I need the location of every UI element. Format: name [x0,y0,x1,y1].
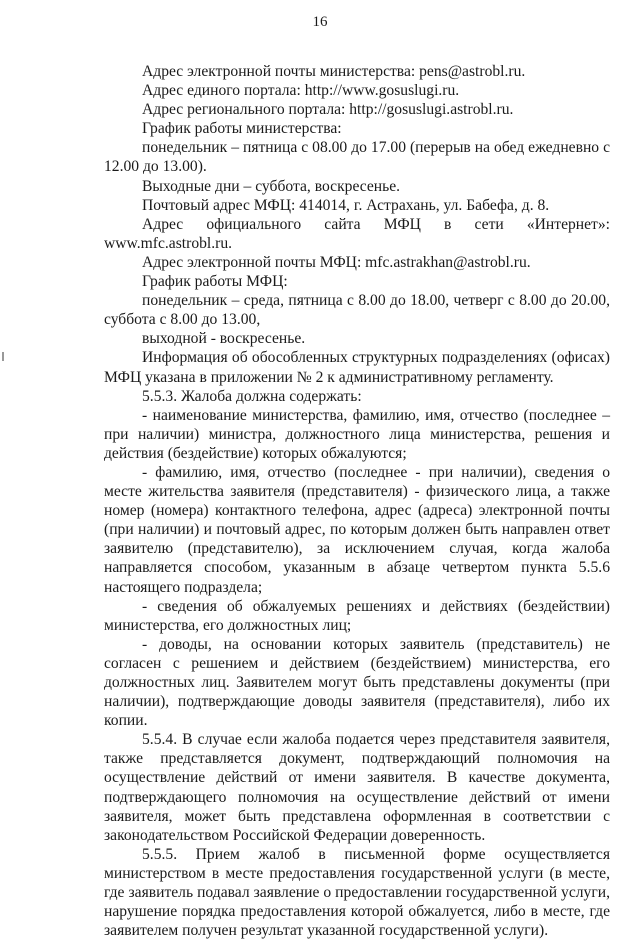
mfc-offices-info: Информация об обособленных структурных подразделениях (офисах) МФЦ указана в приложении № 2 к административному регламенту. [104,349,610,386]
clause-5-5-5: 5.5.5. Прием жалоб в письменной форме осуществляется министерством в месте предоставления государственной услуги (в месте, где заявитель подавал заявление о предоставлении государственной услуги, нарушение порядка предоставления которой обжалуется, либо в месте, где заявителем получен результат указанной государственной услуги). [104,845,610,940]
mfc-postal-address: Почтовый адрес МФЦ: 414014, г. Астрахань, ул. Бабефа, д. 8. [142,196,550,214]
mfc-email: Адрес электронной почты МФЦ: mfc.astrakhan@astrobl.ru. [142,253,531,271]
clause-5-5-4: 5.5.4. В случае если жалоба подается через представителя заявителя, также представляется документ, подтверждающий полномочия на осуществление действий от имени заявителя. В качестве документа, подтверждающего полномочия на осуществление действий от имени заявителя, может быть представлена оформленная в соответствии с законодательством Российской Федерации доверенность. [104,731,610,844]
clause-5-5-3-item-2: - фамилию, имя, отчество (последнее - при наличии), сведения о месте жительства заявителя (представителя) - физического лица, а также номер (номера) контактного телефона, адрес (адреса) электронной почты (при наличии) и почтовый адрес, по которым должен быть направлен ответ заявителю (представителю), за исключением случая, когда жалоба направляется способом, указанным в абзаце четвертом пункта 5.5.6 настоящего подраздела; [104,463,610,596]
clause-5-5-3-item-3: - сведения об обжалуемых решениях и действиях (бездействии) министерства, его должностных лиц; [104,597,610,634]
regional-portal-line: Адрес регионального портала: http://gosuslugi.astrobl.ru. [142,101,514,119]
ministry-schedule-weekdays: понедельник – пятница с 08.00 до 17.00 (перерыв на обед ежедневно с 12.00 до 13.00). [104,139,610,176]
mfc-website: Адрес официального сайта МФЦ в сети «Интернет»: www.mfc.astrobl.ru. [104,215,610,252]
unified-portal-line: Адрес единого портала: http://www.gosuslugi.ru. [142,82,460,100]
clause-5-5-3-heading: 5.5.3. Жалоба должна содержать: [142,387,362,405]
ministry-email-line: Адрес электронной почты министерства: pens@astrobl.ru. [142,63,526,80]
mfc-schedule-heading: График работы МФЦ: [142,273,288,291]
scan-edge-mark [2,352,4,361]
clause-5-5-3-item-4: - доводы, на основании которых заявитель (представитель) не согласен с решением и действием (бездействием) министерства, его должностных лиц. Заявителем могут быть представлены документы (при наличии), подтверждающие доводы заявителя (представителя), либо их копии. [104,635,610,730]
ministry-schedule-heading: График работы министерства: [142,120,342,138]
page-number: 16 [312,14,328,30]
mfc-day-off: выходной - воскресенье. [142,330,306,348]
clause-5-5-3-item-1: - наименование министерства, фамилию, имя, отчество (последнее – при наличии) министра, должностного лица министерства, решения и действия (бездействие) которых обжалуются; [104,406,610,462]
ministry-days-off: Выходные дни – суббота, воскресенье. [142,177,401,195]
mfc-schedule-weekdays: понедельник – среда, пятница с 8.00 до 18.00, четверг с 8.00 до 20.00, суббота с 8.00 до 13.00, [104,292,610,329]
document-body [104,62,610,940]
